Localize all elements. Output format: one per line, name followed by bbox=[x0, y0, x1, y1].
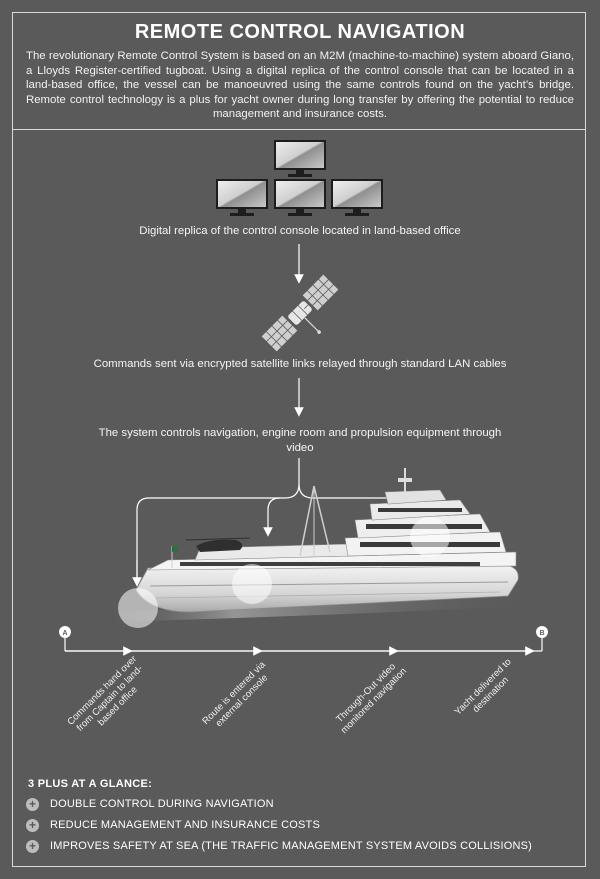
yacht-illustration bbox=[110, 468, 525, 628]
end-marker-label: B bbox=[539, 630, 545, 637]
console-caption: Digital replica of the control console located in land-based office bbox=[139, 225, 461, 237]
route-step-route-entered: Route is entered via external console bbox=[200, 659, 271, 730]
satellite-icon bbox=[261, 274, 351, 364]
plus-icon: + bbox=[26, 840, 39, 853]
glance-item bbox=[26, 796, 274, 812]
intro-paragraph: The revolutionary Remote Control System is based on an M2M (machine-to-machine) system aboard Giano, a Lloyds Register-certified tugboat. Using a digital replica of the control console that can be located in a land-based office, the vessel can be manoeuvred using the same controls found on the yacht’s bridge. Remote control technology is a plus for yacht owner during long transfer by offering the potential to reduce management and insurance costs. bbox=[26, 50, 574, 121]
route-step-video-monitored: Through-Out video monitored navigation bbox=[334, 661, 409, 736]
system-caption: The system controls navigation, engine room and propulsion equipment through video bbox=[98, 427, 502, 454]
glance-item-text: IMPROVES SAFETY AT SEA (THE TRAFFIC MANAGEMENT SYSTEM AVOIDS COLLISIONS) bbox=[50, 840, 532, 852]
glance-item bbox=[26, 838, 532, 854]
route-step-delivered: Yacht delivered to destination bbox=[452, 656, 514, 718]
start-marker-label: A bbox=[62, 630, 68, 637]
route-start-marker bbox=[59, 626, 71, 638]
plus-icon: + bbox=[26, 798, 39, 811]
satellite-caption: Commands sent via encrypted satellite links relayed through standard LAN cables bbox=[93, 358, 507, 370]
glance-item bbox=[26, 817, 320, 833]
route-step-handover: Commands hand over from Captain to land-based office bbox=[65, 653, 146, 734]
route-end-marker bbox=[536, 626, 548, 638]
glance-title: 3 PLUS AT A GLANCE: bbox=[28, 778, 153, 790]
glance-item-text: DOUBLE CONTROL DURING NAVIGATION bbox=[50, 798, 274, 810]
glance-item-text: REDUCE MANAGEMENT AND INSURANCE COSTS bbox=[50, 819, 321, 831]
page-title: REMOTE CONTROL NAVIGATION bbox=[134, 21, 466, 43]
plus-icon: + bbox=[26, 819, 39, 832]
